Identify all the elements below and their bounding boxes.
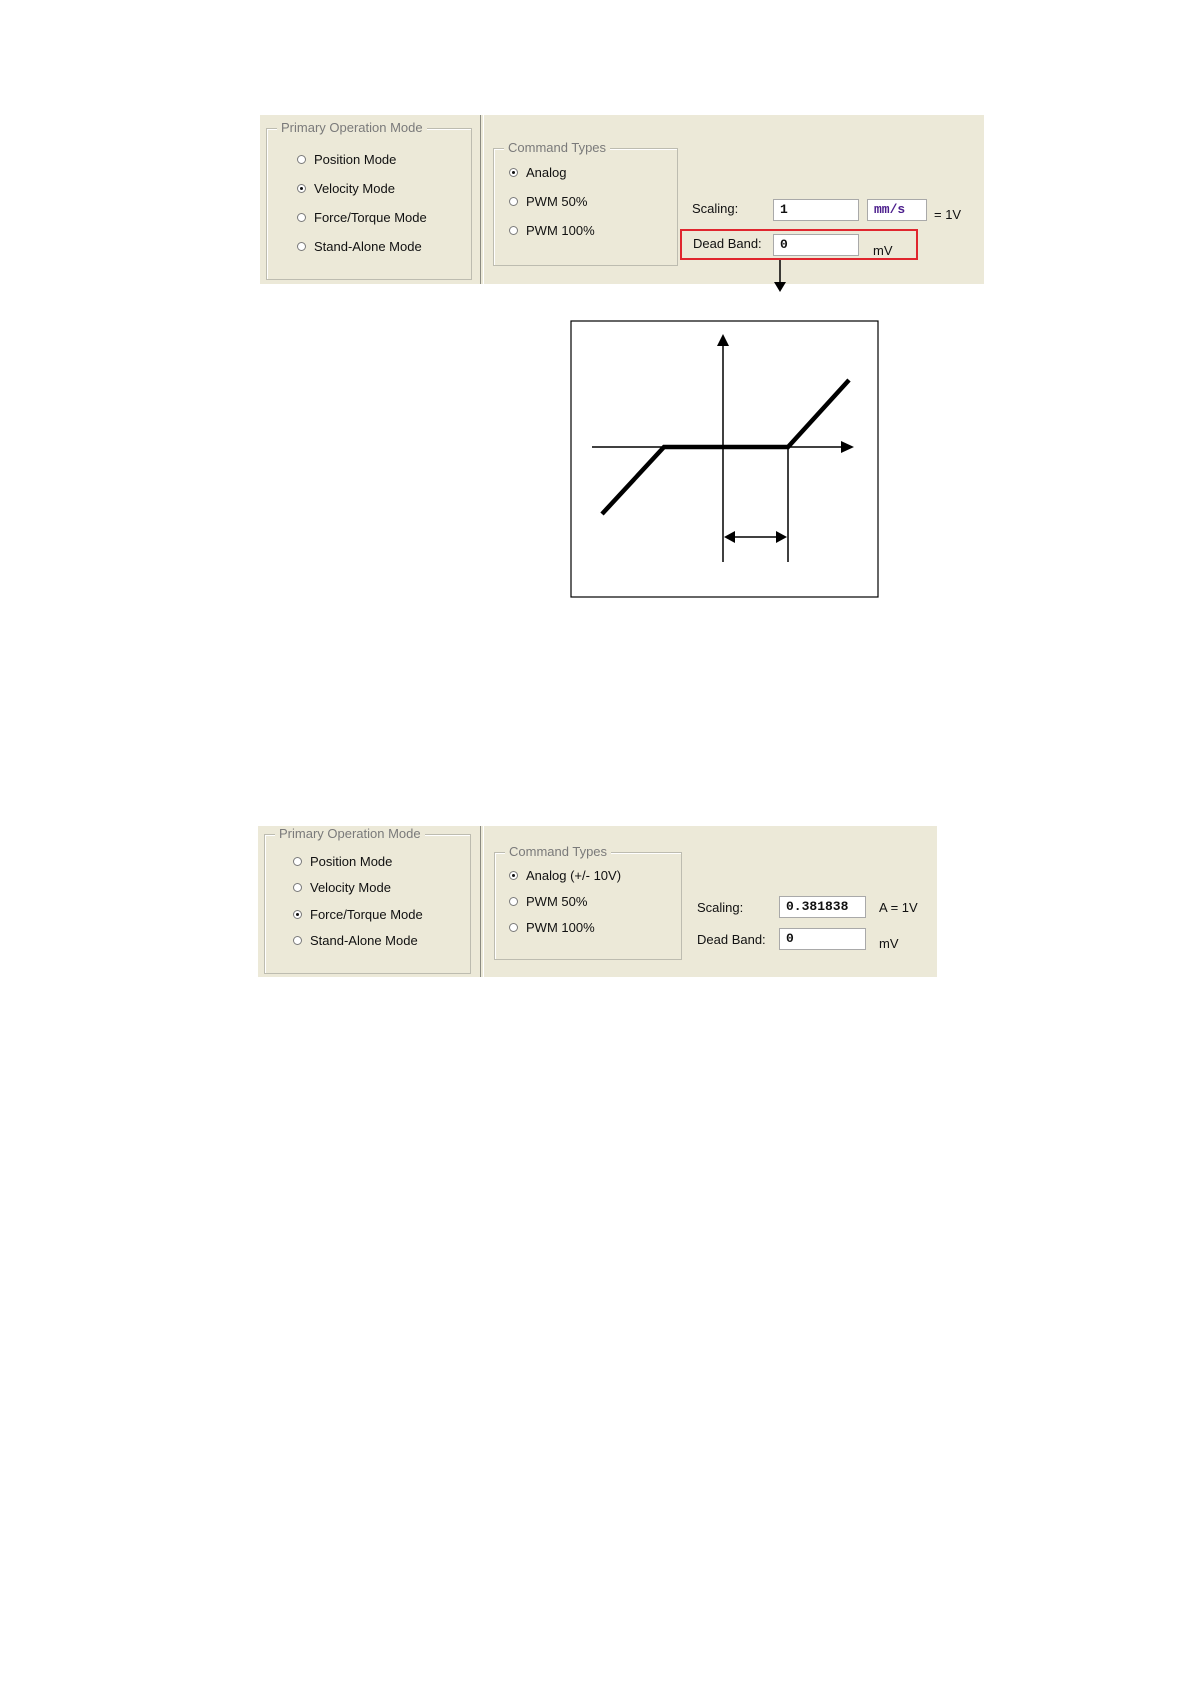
pwm-50-label: PWM 50% [526, 194, 588, 209]
pwm-100-label: PWM 100% [526, 920, 595, 935]
velocity-mode-radio[interactable] [293, 880, 391, 895]
scaling-unit-input[interactable]: mm/s [867, 199, 927, 221]
primary-operation-mode-legend: Primary Operation Mode [277, 120, 427, 136]
stand-alone-mode-label: Stand-Alone Mode [314, 239, 422, 254]
diagram-frame [571, 321, 878, 597]
stand-alone-mode-radio[interactable] [293, 933, 418, 948]
radio-checked-icon [297, 184, 306, 193]
dead-band-input[interactable]: 0 [779, 928, 866, 950]
dead-band-diagram [0, 250, 1191, 870]
stand-alone-mode-label: Stand-Alone Mode [310, 933, 418, 948]
scaling-label: Scaling: [697, 900, 744, 915]
pwm-100-radio[interactable] [509, 920, 595, 935]
radio-icon [297, 155, 306, 164]
position-mode-radio[interactable] [293, 854, 392, 869]
radio-icon [297, 213, 306, 222]
force-torque-mode-radio[interactable] [293, 907, 423, 922]
scaling-input[interactable]: 1 [773, 199, 859, 221]
pwm-50-radio[interactable] [509, 894, 587, 909]
panel-divider [480, 826, 484, 977]
pwm-100-label: PWM 100% [526, 223, 595, 238]
position-mode-radio[interactable] [297, 152, 396, 167]
radio-icon [509, 897, 518, 906]
velocity-mode-label: Velocity Mode [310, 880, 391, 895]
command-types-legend: Command Types [505, 844, 611, 860]
pwm-50-label: PWM 50% [526, 894, 588, 909]
radio-icon [509, 197, 518, 206]
dead-band-label: Dead Band: [693, 236, 762, 251]
dead-band-unit: mV [879, 936, 899, 951]
scaling-input[interactable]: 0.381838 [779, 896, 866, 918]
command-types-legend: Command Types [504, 140, 610, 156]
radio-icon [293, 857, 302, 866]
dead-band-input[interactable]: 0 [773, 234, 859, 256]
radio-checked-icon [293, 910, 302, 919]
radio-icon [293, 936, 302, 945]
scaling-suffix: = 1V [934, 207, 962, 222]
pwm-100-radio[interactable] [509, 223, 595, 238]
force-torque-mode-label: Force/Torque Mode [314, 210, 427, 225]
dead-band-unit: mV [873, 243, 893, 258]
force-torque-mode-label: Force/Torque Mode [310, 907, 423, 922]
scaling-suffix: A = 1V [879, 900, 918, 915]
radio-checked-icon [509, 871, 518, 880]
radio-icon [293, 883, 302, 892]
analog-label: Analog [526, 165, 567, 180]
force-torque-mode-radio[interactable] [297, 210, 427, 225]
primary-operation-mode-legend: Primary Operation Mode [275, 826, 425, 842]
operation-mode-panel-force-torque [258, 826, 937, 977]
position-mode-label: Position Mode [310, 854, 393, 869]
dead-band-label: Dead Band: [697, 932, 766, 947]
position-mode-label: Position Mode [314, 152, 397, 167]
analog-label: Analog (+/- 10V) [526, 868, 622, 883]
radio-icon [509, 226, 518, 235]
velocity-mode-label: Velocity Mode [314, 181, 395, 196]
connector-arrowhead [774, 282, 786, 292]
scaling-label: Scaling: [692, 201, 739, 216]
radio-checked-icon [509, 168, 518, 177]
velocity-mode-radio[interactable] [297, 181, 395, 196]
radio-icon [509, 923, 518, 932]
analog-radio[interactable] [509, 868, 621, 883]
pwm-50-radio[interactable] [509, 194, 587, 209]
analog-radio[interactable] [509, 165, 566, 180]
